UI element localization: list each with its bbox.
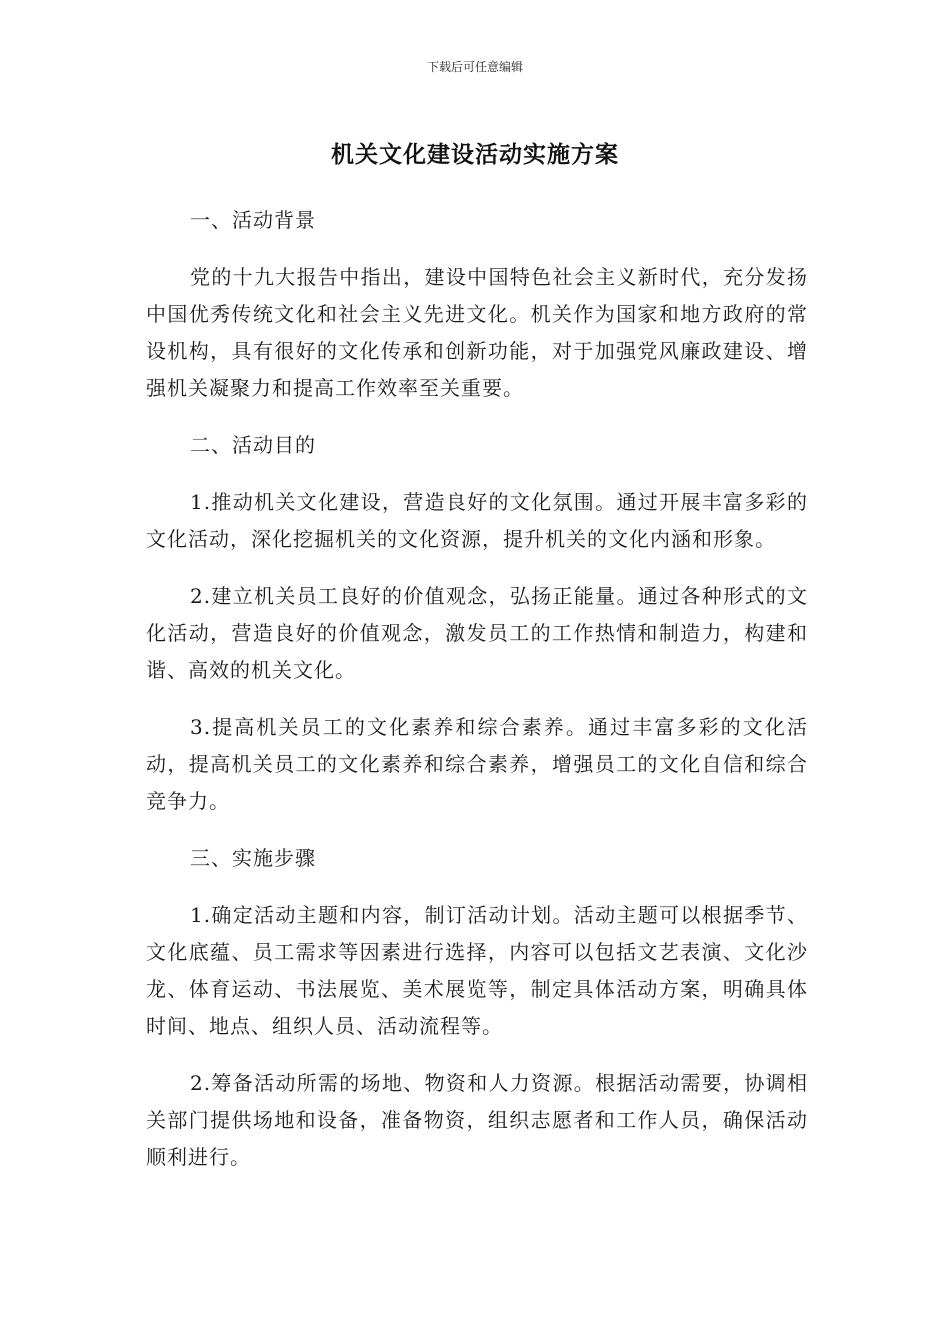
paragraph: 党的十九大报告中指出，建设中国特色社会主义新时代，充分发扬中国优秀传统文化和社会主义先进文化。机关作为国家和地方政府的常设机构，具有很好的文化传承和创新功能，对于加强党风廉政建设、增强机关凝聚力和提高工作效率至关重要。 xyxy=(146,265,808,400)
section-heading-purpose: 二、活动目的 xyxy=(190,433,316,457)
paragraph: 3.提高机关员工的文化素养和综合素养。通过丰富多彩的文化活动，提高机关员工的文化素养和综合素养，增强员工的文化自信和综合竞争力。 xyxy=(146,715,808,813)
paragraph: 2.筹备活动所需的场地、物资和人力资源。根据活动需要，协调相关部门提供场地和设备，准备物资，组织志愿者和工作人员，确保活动顺利进行。 xyxy=(146,1071,808,1169)
document-title: 机关文化建设活动实施方案 xyxy=(331,142,619,168)
paragraph: 1.确定活动主题和内容，制订活动计划。活动主题可以根据季节、文化底蕴、员工需求等因素进行选择，内容可以包括文艺表演、文化沙龙、体育运动、书法展览、美术展览等，制定具体活动方案，明确具体时间、地点、组织人员、活动流程等。 xyxy=(146,903,808,1038)
paragraph: 1.推动机关文化建设，营造良好的文化氛围。通过开展丰富多彩的文化活动，深化挖掘机关的文化资源，提升机关的文化内涵和形象。 xyxy=(146,490,808,551)
header-note: 下载后可任意编辑 xyxy=(426,60,523,74)
section-heading-background: 一、活动背景 xyxy=(190,208,316,232)
paragraph: 2.建立机关员工良好的价值观念，弘扬正能量。通过各种形式的文化活动，营造良好的价值观念，激发员工的工作热情和制造力，构建和谐、高效的机关文化。 xyxy=(146,584,808,682)
document-body xyxy=(146,202,808,1196)
section-heading-steps: 三、实施步骤 xyxy=(190,846,316,870)
